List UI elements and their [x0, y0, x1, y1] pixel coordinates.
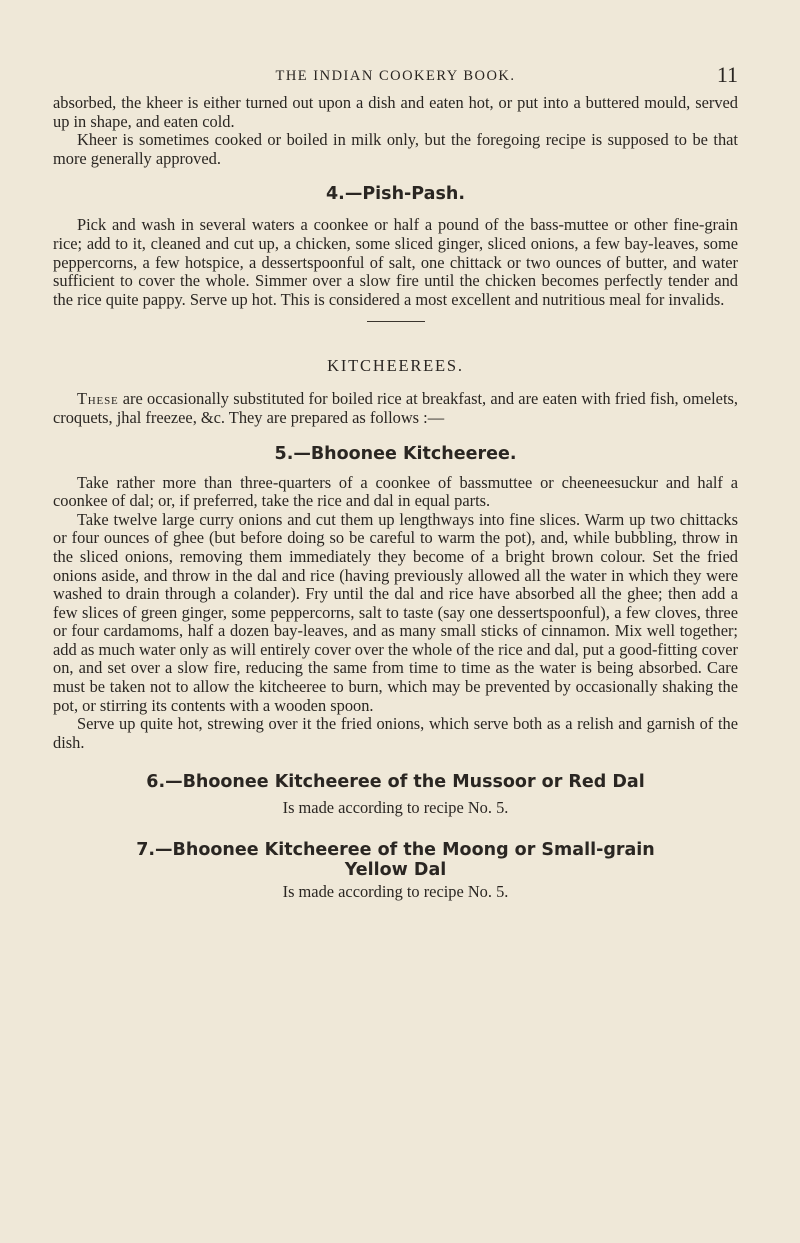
recipe-6-note: Is made according to recipe No. 5. [282, 798, 509, 818]
section-intro [53, 390, 738, 427]
recipe-5-paragraph: Serve up quite hot, strewing over it the fried onions, which serve both as a relish and garnish of the dish. [53, 714, 738, 752]
section-title: KITCHEEREES. [327, 356, 464, 376]
recipe-heading-7-line2: Yellow Dal [344, 860, 447, 881]
intro-paragraph: absorbed, the kheer is either turned out upon a dish and eaten hot, or put into a buttered mould, served up in shape, and eaten cold. [53, 93, 738, 131]
recipe-heading-4: 4.—Pish-Pash. [326, 184, 465, 205]
recipe-5-paragraph: Take rather more than three-quarters of a coonkee of bassmuttee or cheeneesuckur and half a coonkee of dal; or, if preferred, take the rice and dal in equal parts. [53, 472, 738, 511]
recipe-7-note: Is made according to recipe No. 5. [282, 882, 509, 902]
recipe-4-paragraph: Pick and wash in several waters a coonkee or half a pound of the bass-muttee or other fine-grain rice; add to it, cleaned and cut up, a chicken, some sliced ginger, sliced onions, a few bay-leaves, some peppercorns, a few hotspice, a dessertspoonful of salt, one chittack or two ounces of butter, and water sufficient to cover the whole. Simmer over a slow fire until the chicken becomes perfectly tender and the rice quite pappy. Serve up hot. This is considered a most excellent and nutritious meal for invalids. [53, 215, 738, 309]
intro-paragraph: Kheer is sometimes cooked or boiled in milk only, but the foregoing recipe is supposed to be that more generally approved. [53, 130, 738, 168]
running-header [53, 60, 738, 94]
running-title: THE INDIAN COOKERY BOOK. [275, 68, 516, 84]
page-number: 11 [716, 62, 738, 87]
recipe-heading-5: 5.—Bhoonee Kitcheeree. [274, 443, 517, 464]
recipe-5-paragraph: Take twelve large curry onions and cut them up lengthways into fine slices. Warm up two chittacks or four ounces of ghee (but before doing so be careful to warm the pot), and, while bubbling, throw in the sliced onions, removing them immediately they become of a bright brown colour. Set the fried onions aside, and throw in the dal and rice (having previously allowed all the water in which they were washed to drain through a colander). Fry until the dal and rice have absorbed all the ghee; then add a few slices of green ginger, some peppercorns, salt to taste (say one dessertspoonful), a few cloves, three or four cardamoms, half a dozen bay-leaves, and as many small sticks of cinnamon. Mix well together; add as much water only as will entirely cover over the whole of the rice and dal, put a good-fitting cover on, and set over a slow fire, reducing the same from time to time as the water is being absorbed. Care must be taken not to allow the kitcheeree to burn, which may be prevented by occasionally shaking the pot, or stirring its contents with a wooden spoon. [53, 509, 738, 715]
section-intro-text: are occasionally substituted for boiled rice at breakfast, and are eaten with fried fish, omelets, croquets, jhal freezee, &c. They are prepared as follows :— [53, 389, 738, 427]
recipe-heading-7: 7.—Bhoonee Kitcheeree of the Moong or Small-grain [136, 840, 655, 861]
section-lead-word: These [77, 389, 119, 409]
recipe-heading-6: 6.—Bhoonee Kitcheeree of the Mussoor or Red Dal [146, 772, 645, 793]
